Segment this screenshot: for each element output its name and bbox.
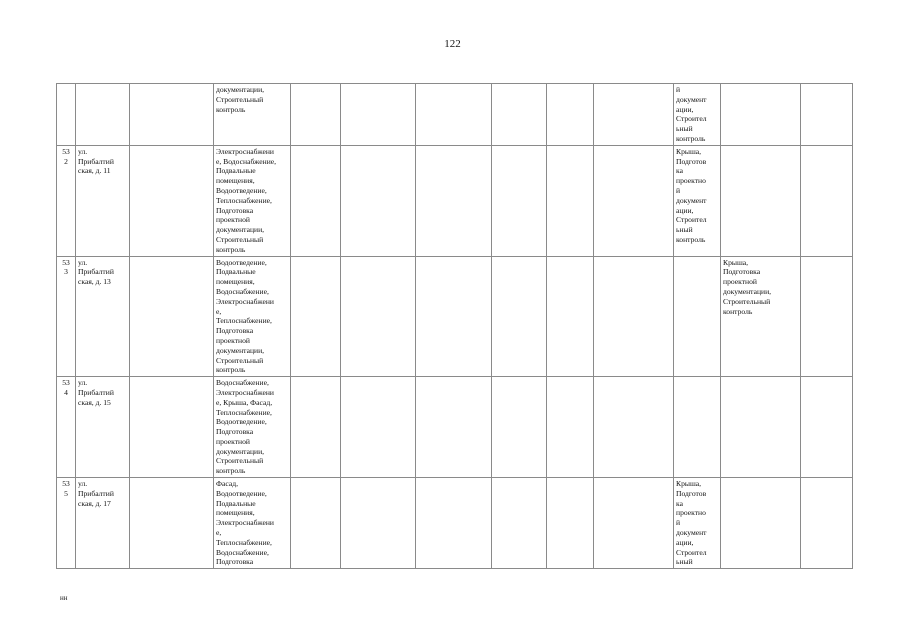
cell-works: Электроснабжени е, Водоснабжение, Подвальные помещения, Водоотведение, Теплоснабжение, Подготовка проектной документации, Строительный контроль (214, 145, 291, 256)
cell-empty (492, 256, 547, 377)
cell-empty (341, 145, 416, 256)
works-table (56, 83, 853, 569)
cell-empty (416, 478, 492, 569)
cell-empty (416, 377, 492, 478)
footer-mark: нн (60, 594, 68, 602)
table-row (57, 478, 853, 569)
cell-works-col12: Крыша, Подготовка проектной документации, Строительный контроль (721, 256, 801, 377)
cell-empty (594, 84, 674, 146)
cell-empty (291, 84, 341, 146)
cell-works-col12 (721, 377, 801, 478)
cell-empty (547, 256, 594, 377)
cell-empty (594, 145, 674, 256)
cell-empty (547, 377, 594, 478)
page-number: 122 (444, 38, 461, 50)
cell-address (76, 84, 130, 146)
cell-empty (291, 377, 341, 478)
cell-empty (594, 478, 674, 569)
table-row (57, 145, 853, 256)
cell-empty (492, 377, 547, 478)
cell-empty (130, 145, 214, 256)
cell-works: документации, Строительный контроль (214, 84, 291, 146)
cell-empty (130, 478, 214, 569)
cell-empty (341, 256, 416, 377)
cell-empty (291, 478, 341, 569)
cell-empty (130, 377, 214, 478)
cell-empty (130, 256, 214, 377)
cell-address: ул. Прибалтий ская, д. 17 (76, 478, 130, 569)
cell-empty (130, 84, 214, 146)
cell-empty (801, 145, 853, 256)
table-row (57, 84, 853, 146)
cell-empty (291, 145, 341, 256)
cell-works-col11 (674, 256, 721, 377)
cell-works-col11 (674, 377, 721, 478)
cell-empty (341, 377, 416, 478)
cell-empty (492, 478, 547, 569)
cell-address: ул. Прибалтий ская, д. 15 (76, 377, 130, 478)
cell-number: 53 4 (57, 377, 76, 478)
cell-empty (547, 478, 594, 569)
cell-works-col12 (721, 145, 801, 256)
cell-works: Водоотведение, Подвальные помещения, Водоснабжение, Электроснабжени е, Теплоснабжение, Подготовка проектной документации, Строительный контроль (214, 256, 291, 377)
cell-works-col11: й документ ации, Строител ьный контроль (674, 84, 721, 146)
cell-empty (492, 145, 547, 256)
cell-works-col11: Крыша, Подготов ка проектно й документ ации, Строител ьный (674, 478, 721, 569)
cell-empty (801, 478, 853, 569)
cell-works: Фасад, Водоотведение, Подвальные помещения, Электроснабжени е, Теплоснабжение, Водоснабжение, Подготовка (214, 478, 291, 569)
cell-empty (801, 256, 853, 377)
cell-empty (547, 145, 594, 256)
cell-empty (547, 84, 594, 146)
cell-works-col12 (721, 478, 801, 569)
cell-empty (416, 256, 492, 377)
cell-address: ул. Прибалтий ская, д. 11 (76, 145, 130, 256)
cell-empty (341, 84, 416, 146)
cell-empty (594, 377, 674, 478)
cell-empty (416, 145, 492, 256)
cell-empty (341, 478, 416, 569)
table-row (57, 377, 853, 478)
cell-number: 53 2 (57, 145, 76, 256)
cell-works-col11: Крыша, Подготов ка проектно й документ ации, Строител ьный контроль (674, 145, 721, 256)
cell-number (57, 84, 76, 146)
cell-empty (416, 84, 492, 146)
cell-empty (801, 84, 853, 146)
cell-number: 53 5 (57, 478, 76, 569)
cell-number: 53 3 (57, 256, 76, 377)
cell-empty (492, 84, 547, 146)
cell-empty (801, 377, 853, 478)
cell-empty (594, 256, 674, 377)
cell-address: ул. Прибалтий ская, д. 13 (76, 256, 130, 377)
cell-works: Водоснабжение, Электроснабжени е, Крыша, Фасад, Теплоснабжение, Водоотведение, Подготовка проектной документации, Строительный контроль (214, 377, 291, 478)
cell-empty (291, 256, 341, 377)
cell-works-col12 (721, 84, 801, 146)
table-row (57, 256, 853, 377)
